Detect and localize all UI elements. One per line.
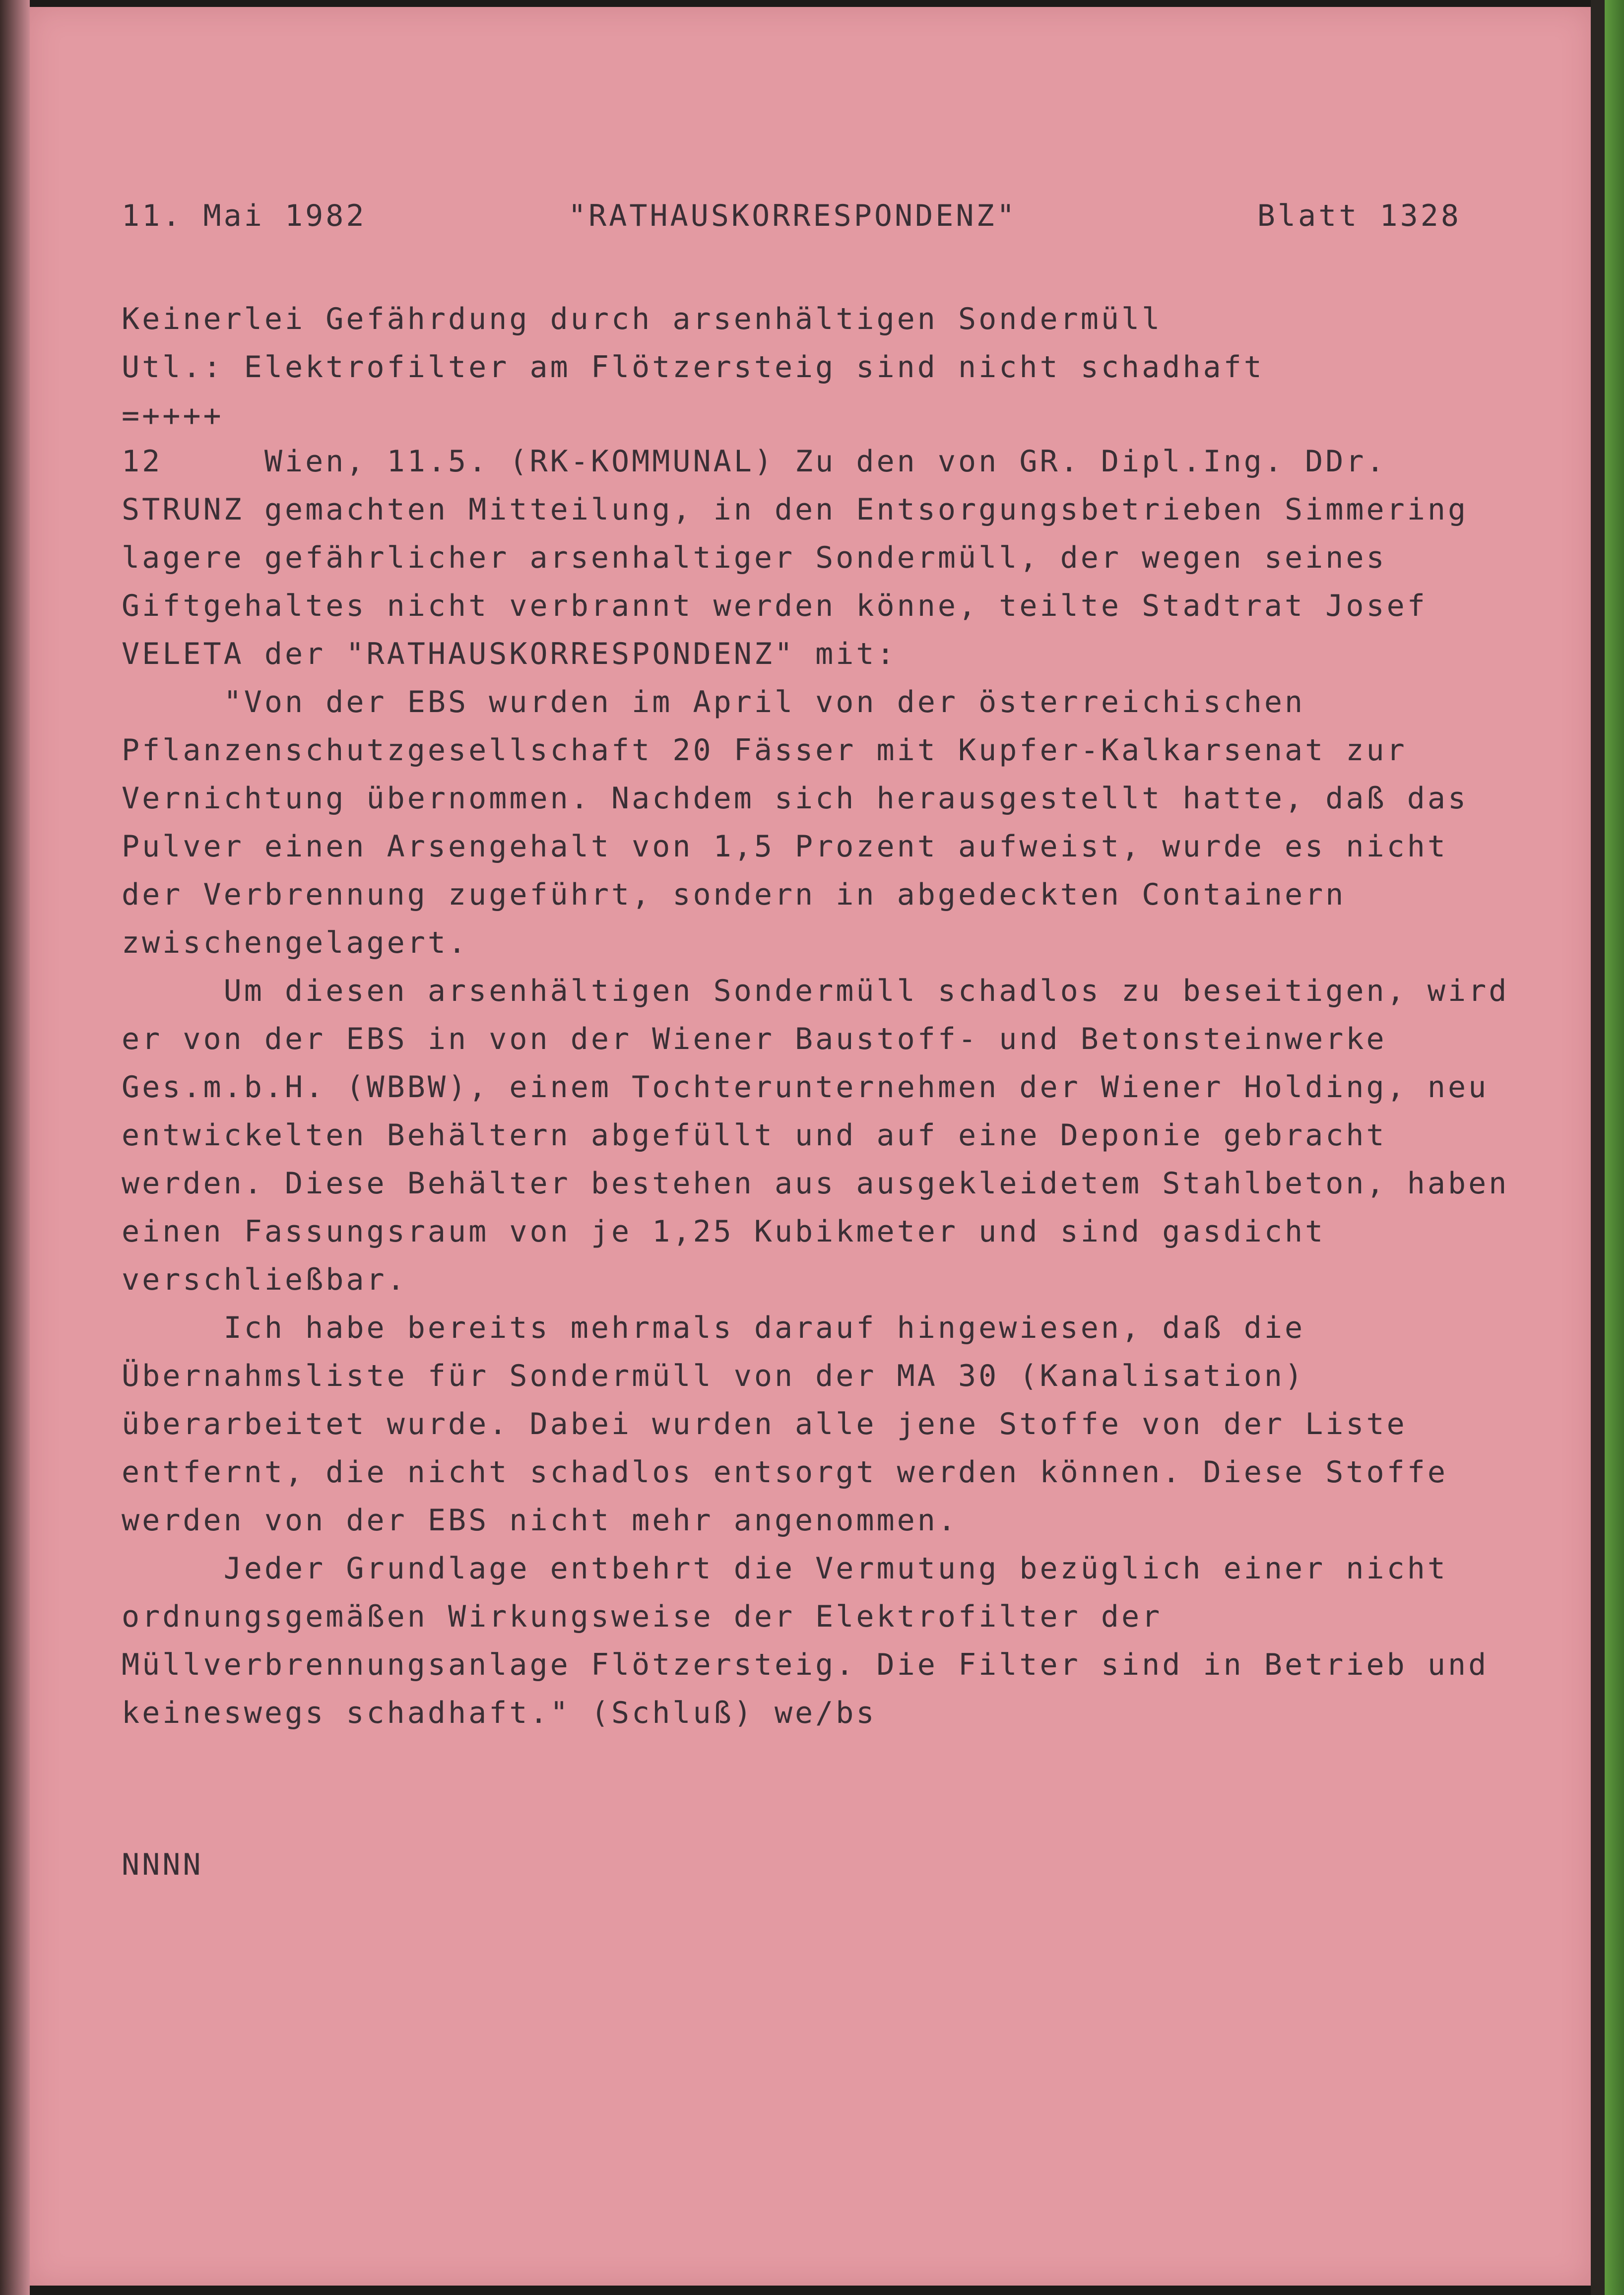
body-line: VELETA der "RATHAUSKORRESPONDENZ" mit:	[122, 637, 897, 671]
page-shadow-edge	[1591, 0, 1605, 2295]
body-line: ordnungsgemäßen Wirkungsweise der Elektrofilter der	[122, 1599, 1163, 1634]
body-line: zwischengelagert.	[122, 925, 469, 960]
body-line: STRUNZ gemachten Mitteilung, in den Entsorgungsbetrieben Simmering	[122, 492, 1469, 527]
body-line: überarbeitet wurde. Dabei wurden alle jene Stoffe von der Liste	[122, 1407, 1407, 1442]
body-line: lagere gefährlicher arsenhaltiger Sondermüll, der wegen seines	[122, 540, 1387, 575]
body-line: einen Fassungsraum von je 1,25 Kubikmeter und sind gasdicht	[122, 1214, 1326, 1249]
binding-edge	[0, 0, 30, 2295]
body-line: entfernt, die nicht schadlos entsorgt werden können. Diese Stoffe	[122, 1455, 1448, 1490]
body-line: Giftgehaltes nicht verbrannt werden könne, teilte Stadtrat Josef	[122, 589, 1428, 623]
body-line: er von der EBS in von der Wiener Baustoff- und Betonsteinwerke	[122, 1022, 1387, 1056]
header-date: 11. Mai 1982	[122, 198, 367, 233]
body-line: der Verbrennung zugeführt, sondern in abgedeckten Containern	[122, 877, 1346, 912]
subheadline: Utl.: Elektrofilter am Flötzersteig sind nicht schadhaft	[122, 350, 1264, 385]
body-line: Ich habe bereits mehrmals darauf hingewiesen, daß die	[122, 1311, 1305, 1345]
body-line: Um diesen arsenhältigen Sondermüll schadlos zu beseitigen, wird	[122, 974, 1509, 1008]
body-line: 12 Wien, 11.5. (RK-KOMMUNAL) Zu den von GR. Dipl.Ing. DDr.	[122, 444, 1387, 479]
end-mark: NNNN	[122, 1847, 203, 1882]
body-line: Jeder Grundlage entbehrt die Vermutung bezüglich einer nicht	[122, 1551, 1448, 1586]
body-line: Vernichtung übernommen. Nachdem sich herausgestellt hatte, daß das	[122, 781, 1469, 816]
next-page-strip	[1605, 0, 1624, 2295]
body-line: Müllverbrennungsanlage Flötzersteig. Die Filter sind in Betrieb und	[122, 1647, 1489, 1682]
header-publication: "RATHAUSKORRESPONDENZ"	[568, 198, 1017, 233]
page-header	[122, 198, 1461, 247]
body-line: werden. Diese Behälter bestehen aus ausgekleidetem Stahlbeton, haben	[122, 1166, 1509, 1201]
body-line: keineswegs schadhaft." (Schluß) we/bs	[122, 1696, 877, 1730]
separator-mark: =++++	[122, 398, 224, 433]
article-body	[122, 438, 1509, 1737]
body-line: Pflanzenschutzgesellschaft 20 Fässer mit Kupfer-Kalkarsenat zur	[122, 733, 1407, 768]
body-line: entwickelten Behältern abgefüllt und auf eine Deponie gebracht	[122, 1118, 1387, 1153]
body-line: Übernahmsliste für Sondermüll von der MA 30 (Kanalisation)	[122, 1359, 1305, 1393]
body-line: Ges.m.b.H. (WBBW), einem Tochterunternehmen der Wiener Holding, neu	[122, 1070, 1489, 1105]
body-line: verschließbar.	[122, 1262, 407, 1297]
body-line: Pulver einen Arsengehalt von 1,5 Prozent aufweist, wurde es nicht	[122, 829, 1448, 864]
body-line: werden von der EBS nicht mehr angenommen.	[122, 1503, 959, 1538]
body-line: "Von der EBS wurden im April von der österreichischen	[122, 685, 1305, 720]
headline: Keinerlei Gefährdung durch arsenhältigen Sondermüll	[122, 302, 1163, 336]
header-sheet-number: Blatt 1328	[1257, 198, 1461, 233]
